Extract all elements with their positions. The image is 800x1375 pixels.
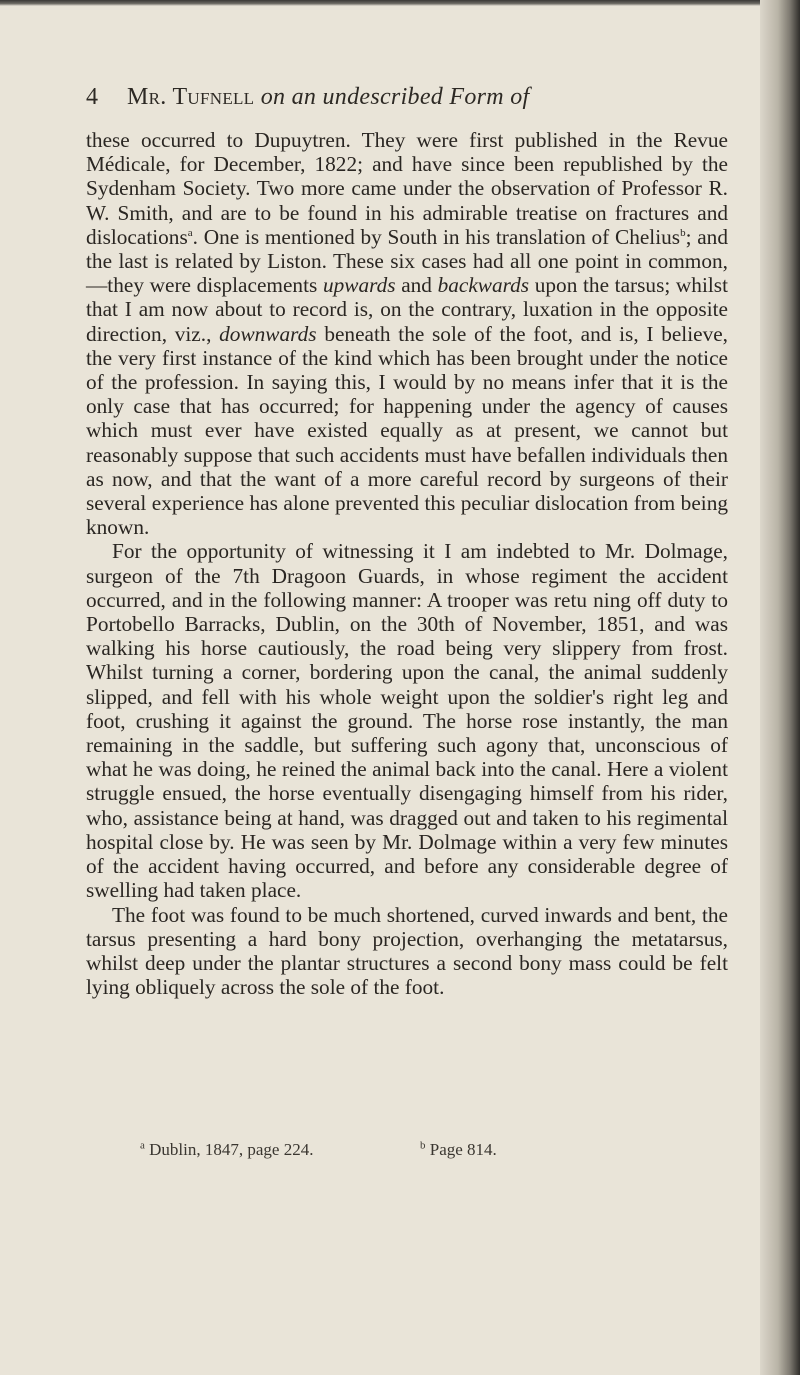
footnote-b xyxy=(420,1140,497,1160)
running-title-author: Mr. Tufnell xyxy=(127,84,255,110)
body-text xyxy=(86,128,728,999)
running-title-subject: on an undescribed Form of xyxy=(260,84,530,110)
paragraph-1-text-6: beneath the sole of the foot, and is, I believe, the very first instance of the kind which has been brought under the notice of the profession. In saying this, I would by no means infer that it is the only case that has occurred; for happening under the agency of causes which must ever have existed equally as at present, we cannot but reasonably suppose that such accidents must have befallen individuals then as now, and that the want of a more careful record by surgeons of their several experience has alone prevented this peculiar dislocation from being known. xyxy=(86,321,729,540)
footnote-a xyxy=(140,1140,313,1160)
emphasis-backwards: backwards xyxy=(437,273,530,298)
running-head xyxy=(86,84,726,114)
page-number: 4 xyxy=(86,84,99,110)
emphasis-upwards: upwards xyxy=(322,273,396,298)
paragraph-1-text-2: . One is mentioned by South in his translation of Chelius xyxy=(192,224,681,249)
running-title xyxy=(127,84,530,111)
footnote-a-mark: a xyxy=(140,1139,145,1152)
paragraph-1 xyxy=(86,128,728,539)
paragraph-1-text-1: these occurred to Dupuytren. They were first published in the Revue Médicale, for December, 1822; and have since been republished by the Sydenham Society. Two more came under the observation of Professor R. W. Smith, and are to be found in his admirable treatise on fractures and dislocations xyxy=(86,128,728,249)
footnote-a-text: Dublin, 1847, page 224. xyxy=(144,1140,314,1159)
page-binding-edge xyxy=(760,0,800,1375)
footnote-ref-b: b xyxy=(680,226,686,239)
emphasis-downwards: downwards xyxy=(219,321,317,346)
footnote-ref-a: a xyxy=(187,226,193,239)
paragraph-1-text-4: and xyxy=(395,273,438,298)
paragraph-2: For the opportunity of witnessing it I am indebted to Mr. Dolmage, surgeon of the 7th Dragoon Guards, in whose regiment the accident occurred, and in the following manner: A trooper was retu ning off duty to Portobello Barracks, Dublin, on the 30th of November, 1851, and was walking his horse cautiously, the road being very slippery from frost. Whilst turning a corner, bordering upon the canal, the animal suddenly slipped, and fell with his whole weight upon the soldier's right leg and foot, crushing it against the ground. The horse rose instantly, the man remaining in the saddle, but suffering such agony that, unconscious of what he was doing, he reined the animal back into the canal. Here a violent struggle ensued, the horse eventually disengaging himself from his rider, who, assistance being at hand, was dragged out and taken to his regimental hospital close by. He was seen by Mr. Dolmage within a very few minutes of the accident having occurred, and before any considerable degree of swelling had taken place. xyxy=(86,539,728,903)
paragraph-1-text-3: ; and the last is related by Liston. These six cases had all one point in common,—they were displacements xyxy=(86,224,728,298)
paragraph-1-text-5: upon the tarsus; whilst that I am now about to record is, on the contrary, luxation in the opposite direction, viz., xyxy=(86,273,728,346)
footnote-b-text: Page 814. xyxy=(425,1140,497,1159)
footnote-b-mark: b xyxy=(420,1139,426,1152)
paragraph-3: The foot was found to be much shortened, curved inwards and bent, the tarsus presenting a hard bony projection, overhanging the metatarsus, whilst deep under the plantar structures a second bony mass could be felt lying obliquely across the sole of the foot. xyxy=(86,902,728,1000)
